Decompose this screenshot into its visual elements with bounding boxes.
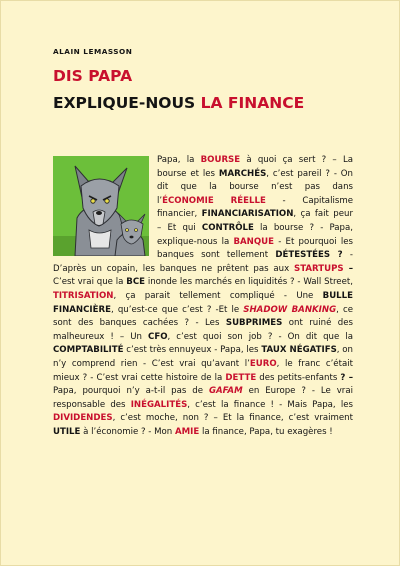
highlighted-keyword: EURO [249, 358, 277, 369]
highlighted-keyword: SUBPRIMES [225, 318, 283, 329]
body-text-segment: , qu’est-ce que c’est ? -Et le [110, 304, 244, 315]
body-text-segment: , le franc c’était mieux ? - C’est vrai cette histoire de la [53, 358, 353, 383]
body-text-segment: Papa, la [157, 155, 201, 165]
body-text-segment: - D’après un copain, les banques ne prêtent pas aux [53, 250, 353, 274]
body-text-segment: - Et pourquoi les banques sont tellement [157, 236, 353, 261]
highlighted-keyword: GAFAM [208, 386, 243, 397]
highlighted-keyword: TAUX NÉGATIFS [261, 345, 337, 356]
highlighted-keyword: BANQUE [233, 236, 275, 247]
highlighted-keyword: ÉCONOMIE RÉELLE [162, 195, 266, 206]
body-text-segment: la finance, Papa, tu exagères ! [199, 426, 333, 437]
highlighted-keyword: COMPTABILITÉ [53, 345, 124, 356]
highlighted-keyword: MARCHÉS [218, 168, 267, 179]
title-line-2 [53, 94, 304, 112]
body-text-segment: , ça parait tellement compliqué - Une [113, 290, 323, 301]
body-text-segment: c’est très ennuyeux - Papa, les [123, 345, 262, 356]
highlighted-keyword: SHADOW BANKING [243, 304, 337, 315]
body-text-segment: , c’est moche, non ? – Et la finance, c’est vraiment [112, 413, 353, 424]
body-text-segment: , c’est quoi son job ? - On dit que la [167, 331, 353, 342]
highlighted-keyword: BOURSE [200, 155, 241, 165]
body-text-segment: à quoi ça sert ? – La bourse et les [157, 155, 353, 179]
highlighted-keyword: – [343, 263, 353, 274]
highlighted-keyword: FINANCIARISATION [201, 209, 294, 220]
body-text-segment: , c’est la finance ! - Mais Papa, les [187, 399, 353, 410]
body-text-segment: la bourse ? - Papa, explique-nous la [157, 222, 353, 247]
back-cover-text [53, 154, 353, 439]
highlighted-keyword: ? – [340, 372, 354, 383]
author-name: ALAIN LEMASSON [53, 47, 133, 56]
body-text-segment: inonde les marchés en liquidités ? - Wall Street, [145, 277, 353, 288]
highlighted-keyword: DETTE [225, 372, 257, 383]
highlighted-keyword: STARTUPS [294, 263, 344, 274]
highlighted-keyword: UTILE [53, 426, 81, 437]
highlighted-keyword: DIVIDENDES [53, 413, 113, 424]
body-text-segment: , c’est pareil ? - On dit que la bourse n’est pas dans l’ [157, 168, 354, 206]
highlighted-keyword: DÉTESTÉES ? [275, 250, 343, 261]
body-text-segment: , ça fait peur – Et qui [157, 209, 353, 233]
body-text-segment: Papa, pourquoi n’y a-t-il pas de [53, 386, 209, 397]
body-text-segment: en Europe ? - Le vrai responsable des [53, 386, 353, 410]
title-line-2-black: EXPLIQUE-NOUS [53, 94, 201, 112]
body-text-segment: , ce sont des banques cachées ? - Les [53, 304, 353, 329]
body-text-segment: des petits-enfants [256, 372, 341, 383]
highlighted-keyword: TITRISATION [53, 290, 114, 301]
body-text-segment: à l’économie ? - Mon [80, 426, 175, 437]
highlighted-keyword: CONTRÔLE [201, 222, 254, 233]
body-text-segment: C’est vrai que la [53, 277, 127, 288]
title-line-2-red: LA FINANCE [200, 94, 305, 112]
highlighted-keyword: INÉGALITÉS [130, 399, 188, 410]
illustration-spacer [53, 154, 157, 262]
body-text-segment: - Capitalisme financier, [157, 195, 353, 220]
body-text-segment: ont ruiné des malheureux ! – Un [53, 318, 353, 342]
highlighted-keyword: BCE [126, 277, 145, 288]
highlighted-keyword: AMIE [174, 426, 200, 437]
title-line-1: DIS PAPA [53, 67, 133, 85]
highlighted-keyword: CFO [148, 331, 168, 342]
highlighted-keyword: BULLE FINANCIÈRE [53, 290, 353, 315]
body-text-segment: , on n’y comprend rien - C’est vrai qu’avant l’ [53, 345, 353, 369]
